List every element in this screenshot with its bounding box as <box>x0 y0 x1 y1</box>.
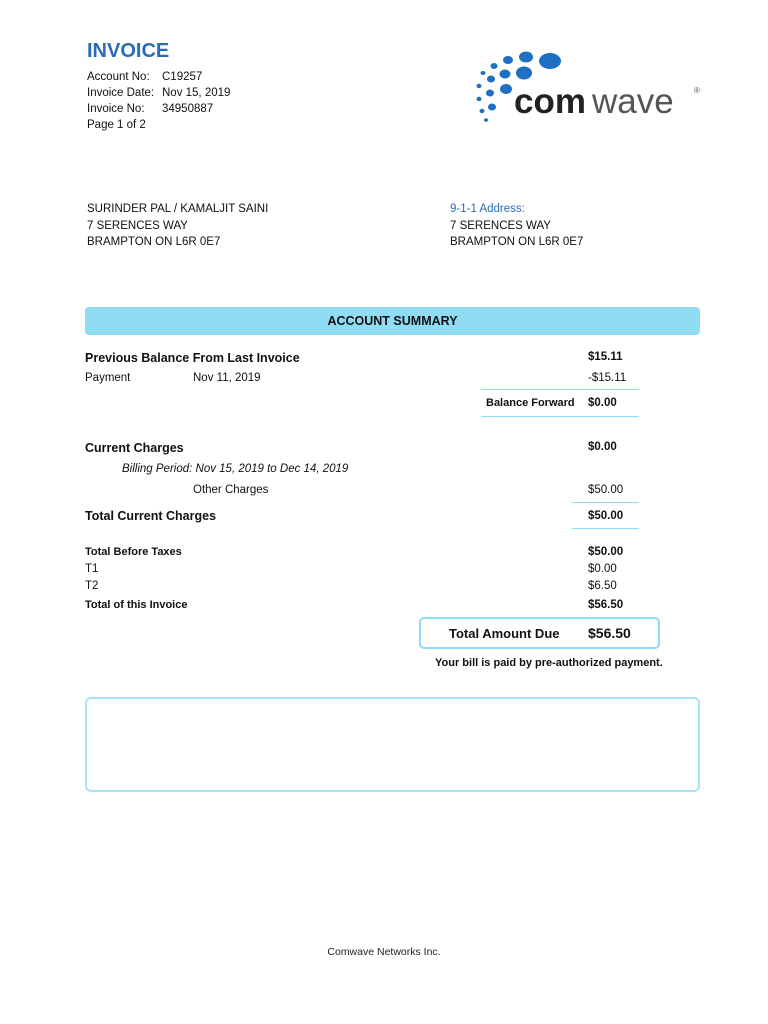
pre-authorized-note: Your bill is paid by pre-authorized payment. <box>435 657 663 669</box>
total-current-value: $50.00 <box>588 510 624 522</box>
customer-name: SURINDER PAL / KAMALJIT SAINI <box>87 203 269 215</box>
total-before-taxes-label: Total Before Taxes <box>85 546 182 558</box>
other-charges-label: Other Charges <box>193 484 269 496</box>
payment-amount: -$15.11 <box>588 372 627 384</box>
t2-label: T2 <box>85 580 99 592</box>
account-no-row <box>87 69 230 85</box>
footer-company: Comwave Networks Inc. <box>327 946 441 958</box>
total-current-bottom-rule <box>572 528 639 529</box>
amount-due-value: $56.50 <box>588 625 631 641</box>
billing-address <box>87 201 268 251</box>
t2-value: $6.50 <box>588 580 617 592</box>
total-current-top-rule <box>572 502 639 503</box>
payment-date: Nov 11, 2019 <box>193 372 261 384</box>
balance-forward-top-rule <box>481 389 639 390</box>
invoice-meta <box>87 69 230 133</box>
invoice-title: INVOICE <box>87 40 170 62</box>
service-address-label: 9-1-1 Address: <box>450 203 525 215</box>
account-no-label: Account No: <box>87 71 150 83</box>
t1-value: $0.00 <box>588 563 617 575</box>
total-invoice-value: $56.50 <box>588 599 624 611</box>
balance-forward-value: $0.00 <box>588 397 617 409</box>
other-charges-value: $50.00 <box>588 484 624 496</box>
balance-forward-label: Balance Forward <box>486 397 575 409</box>
service-street: 7 SERENCES WAY <box>450 219 551 232</box>
account-summary-heading: ACCOUNT SUMMARY <box>85 307 700 335</box>
billing-street: 7 SERENCES WAY <box>87 219 188 232</box>
billing-period: Billing Period: Nov 15, 2019 to Dec 14, 2019 <box>122 463 349 475</box>
invoice-no-value: 34950887 <box>162 103 214 115</box>
invoice-no-row <box>87 101 230 117</box>
message-box <box>85 697 700 792</box>
service-city: BRAMPTON ON L6R 0E7 <box>450 236 584 248</box>
amount-due-label: Total Amount Due <box>449 626 560 641</box>
logo-wordmark-light: wave <box>592 82 674 121</box>
service-address <box>450 201 583 251</box>
current-charges-label: Current Charges <box>85 441 184 455</box>
invoice-date-label: Invoice Date: <box>87 87 155 99</box>
page-indicator-text: Page 1 of 2 <box>87 119 146 131</box>
total-current-label: Total Current Charges <box>85 509 217 523</box>
page-indicator <box>87 117 230 133</box>
total-invoice-label: Total of this Invoice <box>85 599 188 611</box>
t1-label: T1 <box>85 563 99 575</box>
invoice-no-label: Invoice No: <box>87 103 145 115</box>
logo-wordmark-bold: com <box>514 82 586 121</box>
previous-balance-label: Previous Balance From Last Invoice <box>85 351 300 365</box>
registered-mark: ® <box>694 86 700 95</box>
billing-city: BRAMPTON ON L6R 0E7 <box>87 236 221 248</box>
current-charges-value: $0.00 <box>588 441 617 453</box>
comwave-logo <box>470 44 705 124</box>
account-no-value: C19257 <box>162 71 203 83</box>
payment-label: Payment <box>85 372 131 384</box>
balance-forward-bottom-rule <box>481 416 639 417</box>
previous-balance-value: $15.11 <box>588 351 623 363</box>
total-before-taxes-value: $50.00 <box>588 546 624 558</box>
invoice-date-value: Nov 15, 2019 <box>162 87 231 99</box>
invoice-date-row <box>87 85 230 101</box>
